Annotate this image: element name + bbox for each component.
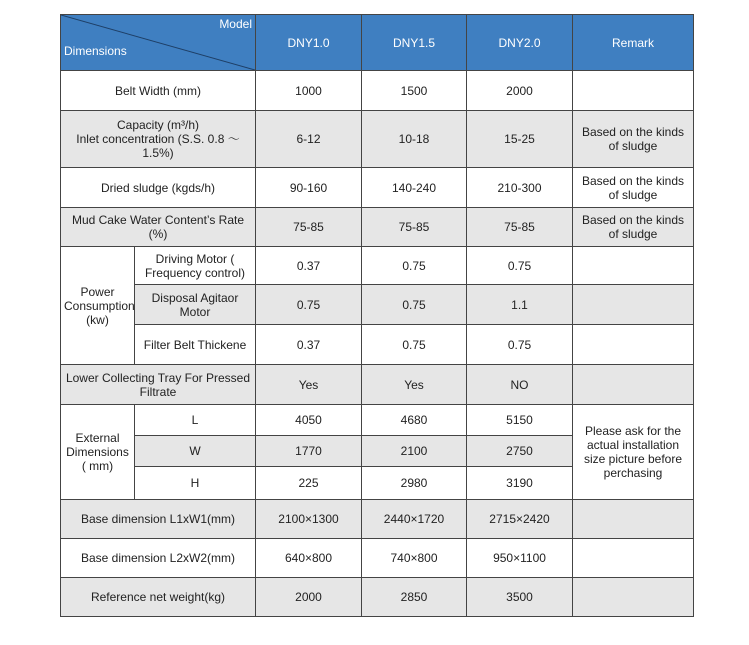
cell-value: 0.75 xyxy=(467,247,573,285)
row-label: Base dimension L2xW2(mm) xyxy=(61,539,256,578)
row-base-dimension-1 xyxy=(61,500,694,539)
cell-value: 2100 xyxy=(362,436,467,467)
cell-value: 3500 xyxy=(467,578,573,617)
cell-remark xyxy=(573,539,694,578)
cell-remark xyxy=(573,500,694,539)
inlet-concentration-label: Inlet concentration (S.S. 0.8 ～ 1.5%) xyxy=(76,132,240,160)
cell-value: 140-240 xyxy=(362,168,467,208)
row-dried-sludge xyxy=(61,168,694,208)
cell-remark: Based on the kinds of sludge xyxy=(573,168,694,208)
cell-value: 0.75 xyxy=(362,285,467,325)
header-diagonal-cell xyxy=(61,15,256,71)
row-label: Driving Motor ( Frequency control) xyxy=(135,247,256,285)
cell-value: 90-160 xyxy=(256,168,362,208)
cell-remark xyxy=(573,365,694,405)
cell-remark xyxy=(573,325,694,365)
cell-value: Yes xyxy=(362,365,467,405)
cell-remark xyxy=(573,578,694,617)
cell-value: 0.37 xyxy=(256,247,362,285)
row-label: H xyxy=(135,467,256,500)
cell-value: 2850 xyxy=(362,578,467,617)
row-label: Disposal Agitaor Motor xyxy=(135,285,256,325)
external-dimensions-group-label: External Dimensions ( mm) xyxy=(61,405,135,500)
cell-value: 4050 xyxy=(256,405,362,436)
cell-value: 6-12 xyxy=(256,111,362,168)
cell-value: 225 xyxy=(256,467,362,500)
cell-value: 2980 xyxy=(362,467,467,500)
row-external-l xyxy=(61,405,694,436)
spec-table xyxy=(60,14,694,617)
cell-remark: Based on the kinds of sludge xyxy=(573,111,694,168)
model-header-dny1-5: DNY1.5 xyxy=(362,15,467,71)
model-label: Model xyxy=(219,17,252,31)
cell-value: 0.75 xyxy=(467,325,573,365)
power-consumption-group-label: Power Consumption (kw) xyxy=(61,247,135,365)
cell-value: 75-85 xyxy=(467,208,573,247)
row-label: Filter Belt Thickene xyxy=(135,325,256,365)
cell-value: 75-85 xyxy=(256,208,362,247)
cell-value: 0.75 xyxy=(362,247,467,285)
row-label: L xyxy=(135,405,256,436)
header-row xyxy=(61,15,694,71)
cell-value: 640×800 xyxy=(256,539,362,578)
model-header-dny1-0: DNY1.0 xyxy=(256,15,362,71)
row-capacity xyxy=(61,111,694,168)
row-label: Dried sludge (kgds/h) xyxy=(61,168,256,208)
row-label: Lower Collecting Tray For Pressed Filtrate xyxy=(61,365,256,405)
cell-value: 2000 xyxy=(256,578,362,617)
external-dimensions-remark: Please ask for the actual installation size picture before perchasing xyxy=(573,405,694,500)
cell-remark xyxy=(573,247,694,285)
row-label: Base dimension L1xW1(mm) xyxy=(61,500,256,539)
cell-value: 1770 xyxy=(256,436,362,467)
cell-value: 1500 xyxy=(362,71,467,111)
cell-remark xyxy=(573,71,694,111)
cell-value: 950×1100 xyxy=(467,539,573,578)
cell-value: 210-300 xyxy=(467,168,573,208)
row-agitator-motor xyxy=(61,285,694,325)
cell-value: 1.1 xyxy=(467,285,573,325)
row-belt-width xyxy=(61,71,694,111)
row-label: Reference net weight(kg) xyxy=(61,578,256,617)
cell-value: 2750 xyxy=(467,436,573,467)
cell-value: 15-25 xyxy=(467,111,573,168)
cell-value: 10-18 xyxy=(362,111,467,168)
row-label: Mud Cake Water Content’s Rate (%) xyxy=(61,208,256,247)
row-base-dimension-2 xyxy=(61,539,694,578)
cell-value: 2100×1300 xyxy=(256,500,362,539)
row-label: W xyxy=(135,436,256,467)
row-collecting-tray xyxy=(61,365,694,405)
row-label: Belt Width (mm) xyxy=(61,71,256,111)
dimensions-label: Dimensions xyxy=(64,44,127,58)
capacity-label: Capacity (m³/h) xyxy=(116,118,199,132)
row-mud-cake xyxy=(61,208,694,247)
cell-value: 75-85 xyxy=(362,208,467,247)
row-net-weight xyxy=(61,578,694,617)
model-header-dny2-0: DNY2.0 xyxy=(467,15,573,71)
row-filter-belt xyxy=(61,325,694,365)
cell-value: 2440×1720 xyxy=(362,500,467,539)
cell-value: 1000 xyxy=(256,71,362,111)
cell-value: 2000 xyxy=(467,71,573,111)
cell-value: 0.75 xyxy=(256,285,362,325)
cell-remark xyxy=(573,285,694,325)
cell-value: 740×800 xyxy=(362,539,467,578)
cell-remark: Based on the kinds of sludge xyxy=(573,208,694,247)
remark-header: Remark xyxy=(573,15,694,71)
cell-value: 5150 xyxy=(467,405,573,436)
cell-value: NO xyxy=(467,365,573,405)
cell-value: Yes xyxy=(256,365,362,405)
row-driving-motor xyxy=(61,247,694,285)
cell-value: 2715×2420 xyxy=(467,500,573,539)
cell-value: 4680 xyxy=(362,405,467,436)
cell-value: 3190 xyxy=(467,467,573,500)
cell-value: 0.75 xyxy=(362,325,467,365)
cell-value: 0.37 xyxy=(256,325,362,365)
row-label xyxy=(61,111,256,168)
